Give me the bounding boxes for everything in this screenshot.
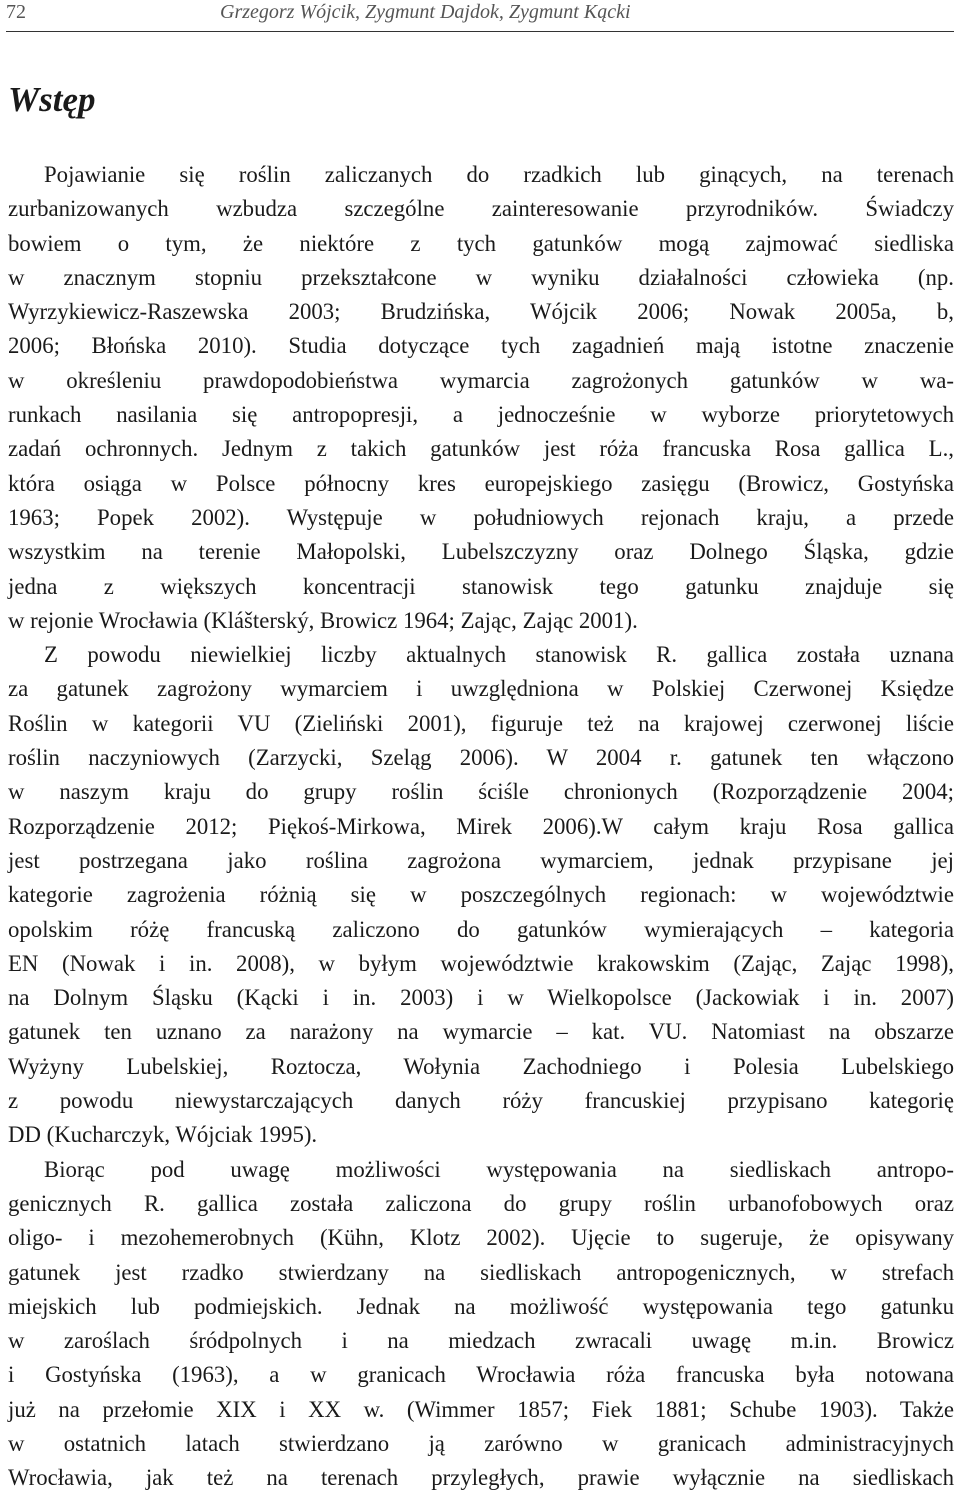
text-line: zadań ochronnych. Jednym z takich gatunków jest róża francuska Rosa gallica L., <box>8 436 954 462</box>
text-line: w rejonie Wrocławia (Klášterský, Browicz 1964; Zając, Zając 2001). <box>8 607 638 633</box>
text-line: bowiem o tym, że niektóre z tych gatunków mogą zajmować siedliska <box>8 230 954 256</box>
text-line: Wyrzykiewicz-Raszewska 2003; Brudzińska, Wójcik 2006; Nowak 2005a, b, <box>8 299 954 325</box>
text-line: w naszym kraju do grupy roślin ściśle chronionych (Rozporządzenie 2004; <box>8 779 954 805</box>
text-line: kategorie zagrożenia różnią się w poszczególnych regionach: w województwie <box>8 882 954 908</box>
text-line: z powodu niewystarczających danych róży francuskiej przypisano kategorię <box>8 1088 954 1114</box>
text-line: miejskich lub podmiejskich. Jednak na możliwość występowania tego gatunku <box>8 1293 954 1319</box>
text-line: w określeniu prawdopodobieństwa wymarcia zagrożonych gatunków w wa- <box>8 367 954 393</box>
text-line: 1963; Popek 2002). Występuje w południowych rejonach kraju, a przede <box>8 504 954 530</box>
text-line: Wyżyny Lubelskiej, Roztocza, Wołynia Zachodniego i Polesia Lubelskiego <box>8 1053 954 1079</box>
body-text <box>8 158 954 1496</box>
text-line: gatunek ten uznano za narażony na wymarcie – kat. VU. Natomiast na obszarze <box>8 1019 954 1045</box>
text-line: w zaroślach śródpolnych i na miedzach zwracali uwagę m.in. Browicz <box>8 1328 954 1354</box>
page-number: 72 <box>6 1 26 23</box>
text-line: opolskim różę francuską zaliczono do gatunków wymierających – kategoria <box>8 916 954 942</box>
section-title: Wstęp <box>8 80 96 119</box>
text-line: Rozporządzenie 2012; Piękoś-Mirkowa, Mirek 2006).W całym kraju Rosa gallica <box>8 813 954 839</box>
text-line: gatunek jest rzadko stwierdzany na siedliskach antropogenicznych, w strefach <box>8 1259 954 1285</box>
text-line: już na przełomie XIX i XX w. (Wimmer 1857; Fiek 1881; Schube 1903). Także <box>8 1396 954 1422</box>
text-line: Roślin w kategorii VU (Zieliński 2001), figuruje też na krajowej czerwonej liście <box>8 710 954 736</box>
text-line: oligo- i mezohemerobnych (Kühn, Klotz 2002). Ujęcie to sugeruje, że opisywany <box>8 1225 954 1251</box>
text-line: runkach nasilania się antropopresji, a jednocześnie w wyborze priorytetowych <box>8 402 954 428</box>
text-line: w ostatnich latach stwierdzano ją zarówno w granicach administracyjnych <box>8 1430 954 1456</box>
text-line: zurbanizowanych wzbudza szczególne zainteresowanie przyrodników. Świadczy <box>8 196 954 222</box>
header-authors: Grzegorz Wójcik, Zygmunt Dajdok, Zygmunt Kącki <box>220 1 631 23</box>
text-line: genicznych R. gallica została zaliczona do grupy roślin urbanofobowych oraz <box>8 1190 954 1216</box>
text-line: roślin naczyniowych (Zarzycki, Szeląg 2006). W 2004 r. gatunek ten włączono <box>8 745 954 771</box>
text-line: Z powodu niewielkiej liczby aktualnych stanowisk R. gallica została uznana <box>44 642 954 668</box>
text-line: za gatunek zagrożony wymarciem i uwzględniona w Polskiej Czerwonej Księdze <box>8 676 954 702</box>
text-line: wszystkim na terenie Małopolski, Lubelszczyzny oraz Dolnego Śląska, gdzie <box>8 539 954 565</box>
text-line: na Dolnym Śląsku (Kącki i in. 2003) i w Wielkopolsce (Jackowiak i in. 2007) <box>8 985 954 1011</box>
text-line: EN (Nowak i in. 2008), w byłym województwie krakowskim (Zając, Zając 1998), <box>8 950 954 976</box>
text-line: Pojawianie się roślin zaliczanych do rzadkich lub ginących, na terenach <box>44 162 954 187</box>
text-line: w znacznym stopniu przekształcone w wyniku działalności człowieka (np. <box>8 264 954 290</box>
text-line: jest postrzegana jako roślina zagrożona wymarciem, jednak przypisane jej <box>8 847 954 873</box>
text-line: która osiąga w Polsce północny kres europejskiego zasięgu (Browicz, Gostyńska <box>8 470 954 496</box>
running-head <box>6 0 954 32</box>
text-line: i Gostyńska (1963), a w granicach Wrocławia róża francuska była notowana <box>8 1362 954 1388</box>
text-line: Biorąc pod uwagę możliwości występowania na siedliskach antropo- <box>44 1156 954 1182</box>
text-line: Wrocławia, jak też na terenach przyległych, prawie wyłącznie na siedliskach <box>8 1465 954 1491</box>
text-line: DD (Kucharczyk, Wójciak 1995). <box>8 1122 318 1148</box>
text-line: jedna z większych koncentracji stanowisk tego gatunku znajduje się <box>8 573 954 599</box>
text-line: 2006; Błońska 2010). Studia dotyczące tych zagadnień mają istotne znaczenie <box>8 333 954 359</box>
